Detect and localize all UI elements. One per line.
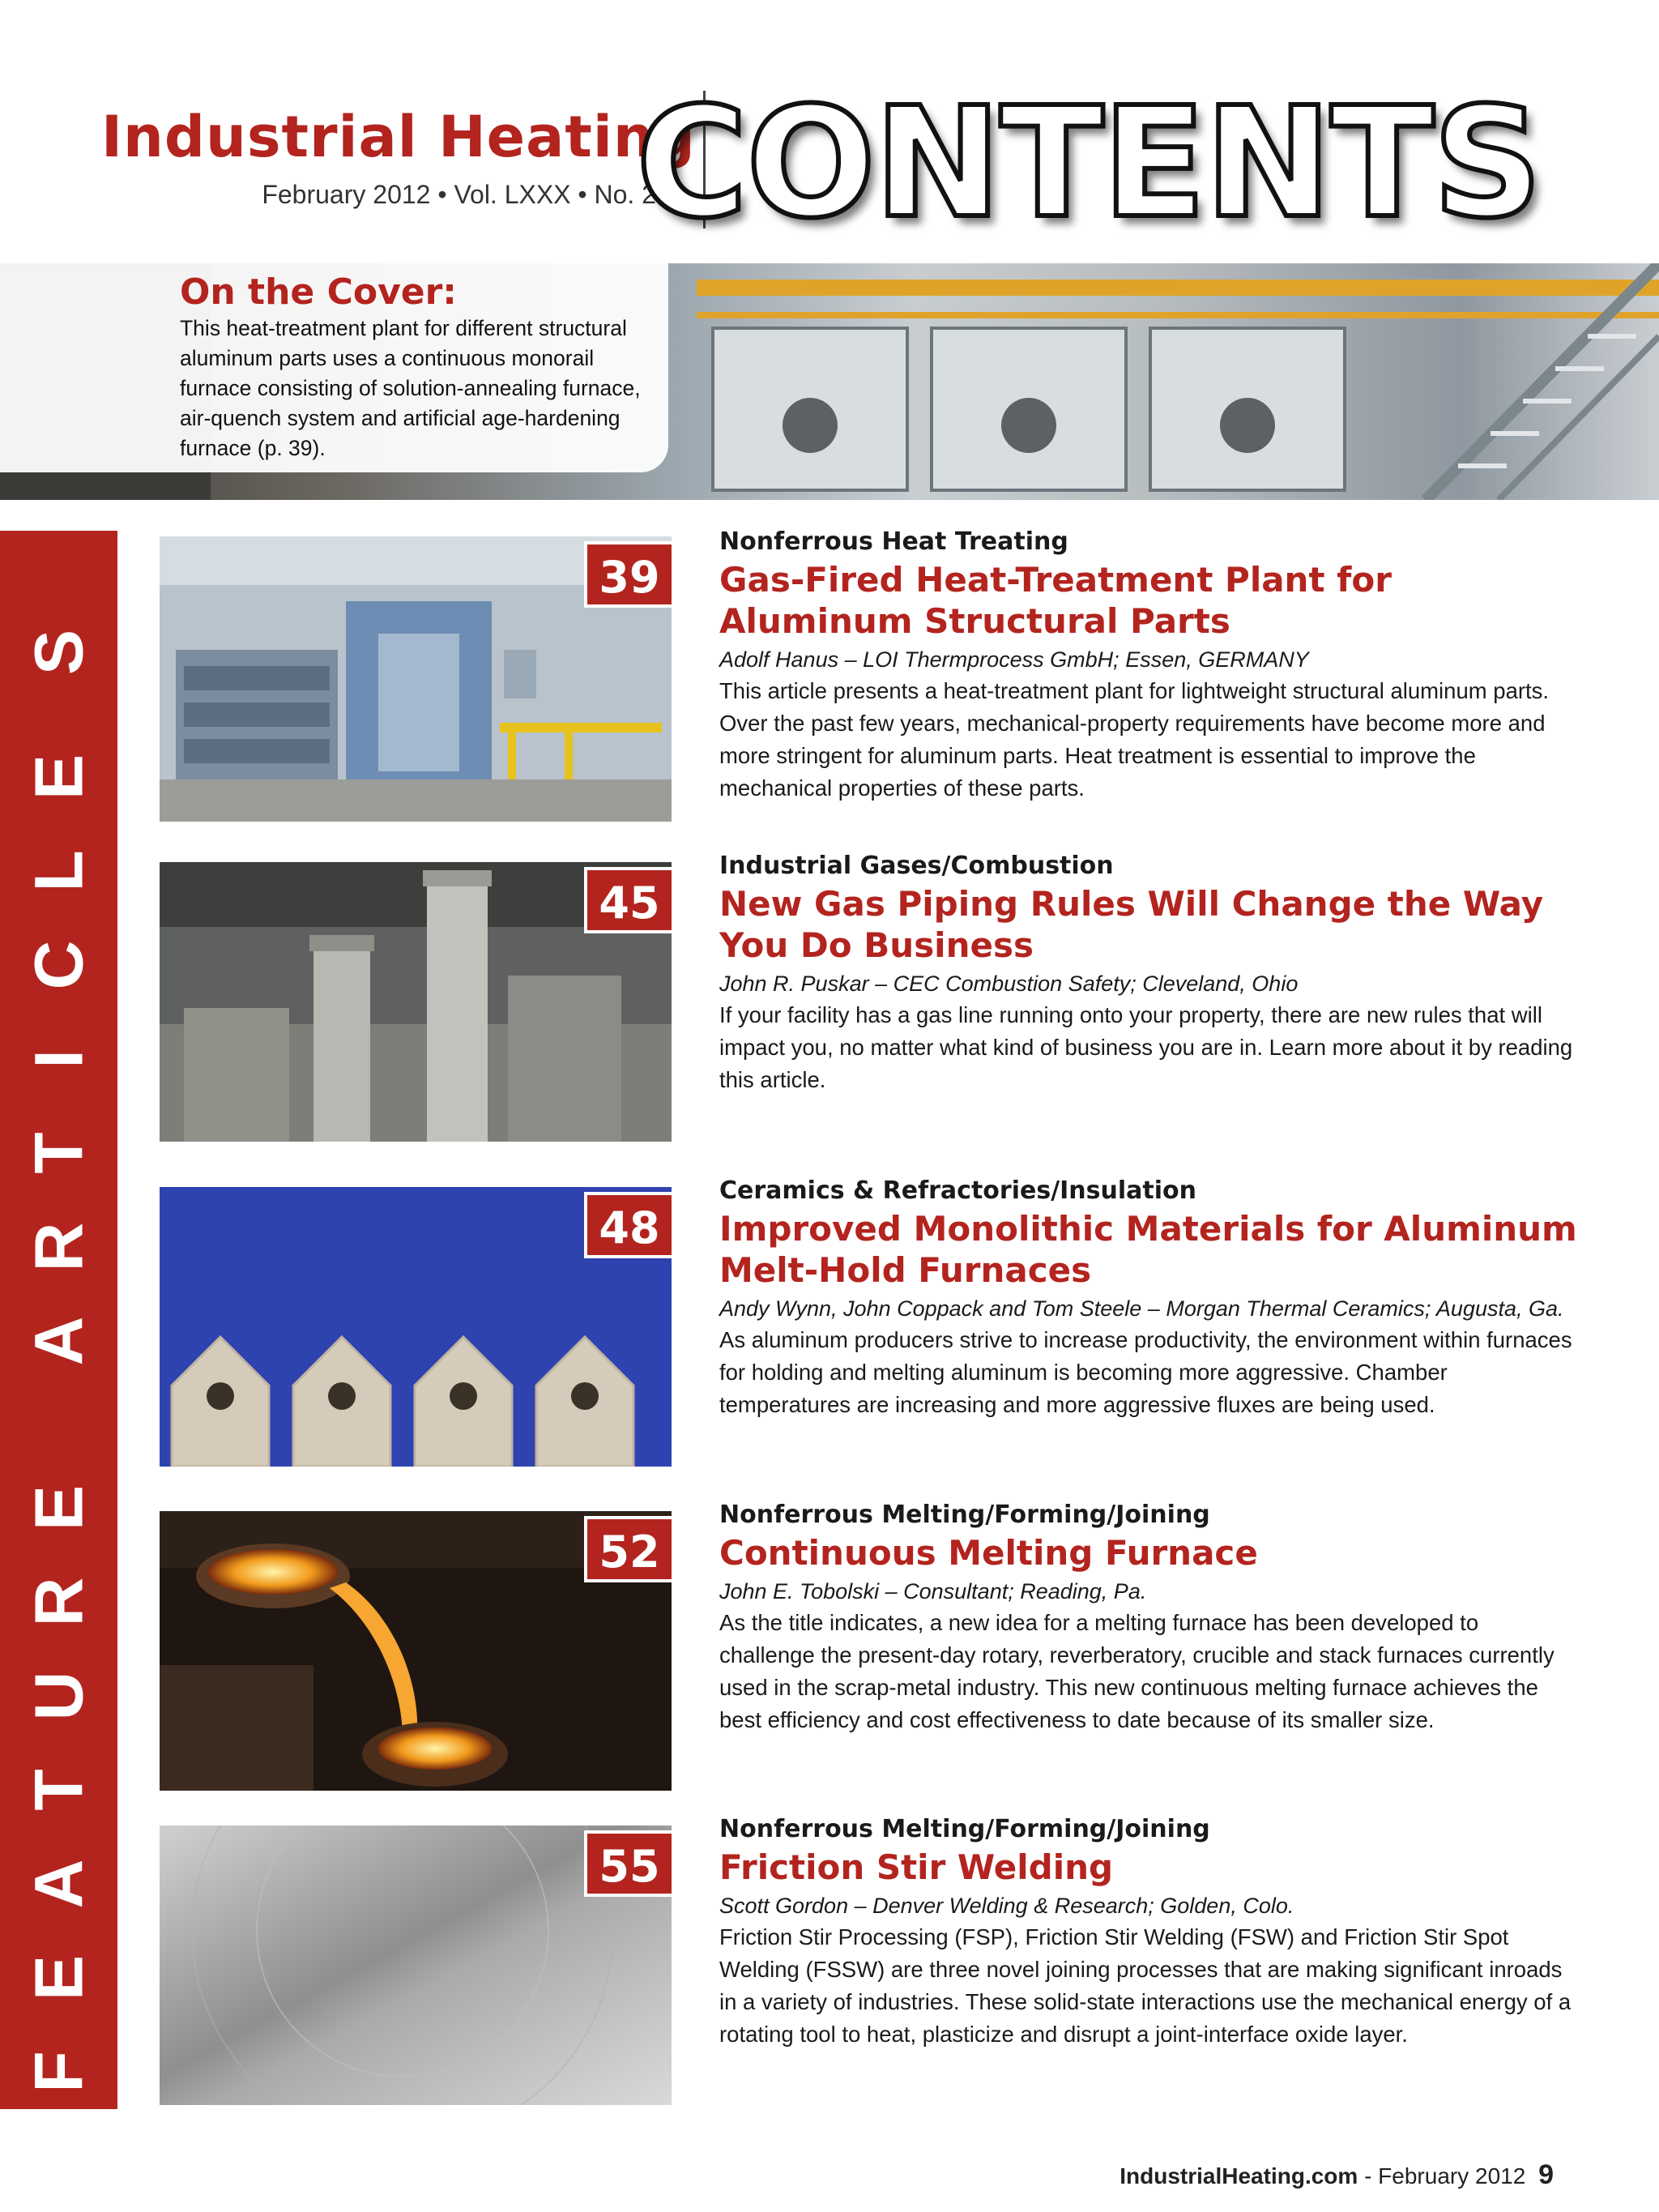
- sidebar-letter: A: [20, 1316, 97, 1366]
- article-category: Industrial Gases/Combustion: [719, 852, 1114, 880]
- sidebar-letter: T: [20, 1769, 97, 1811]
- sidebar-letter: E: [20, 1484, 97, 1531]
- issue-info: February 2012 • Vol. LXXX • No. 2: [262, 180, 656, 209]
- page-footer: [0, 2159, 1554, 2191]
- sidebar-letter: A: [20, 1859, 97, 1909]
- article-title[interactable]: New Gas Piping Rules Will Change the Way You Do Business: [719, 884, 1544, 965]
- page-number-badge[interactable]: 52: [584, 1516, 672, 1582]
- article-entry: [719, 1176, 1578, 1421]
- article-entry: [719, 1814, 1578, 2051]
- article-title[interactable]: Friction Stir Welding: [719, 1847, 1114, 1887]
- footer-page-number: 9: [1538, 2159, 1554, 2190]
- article-entry: [719, 527, 1578, 805]
- cover-description: This heat-treatment plant for different structural aluminum parts uses a continuous monorail furnace consisting of solution-annealing furnace, air-quench system and artificial age-hardening furnace (p. 39).: [180, 316, 641, 460]
- article-summary: Friction Stir Processing (FSP), Friction Stir Welding (FSW) and Friction Stir Spot Welding (FSSW) are three novel joining processes that are making significant inroads in a variety of industries. These solid-state interactions use the mechanical energy of a rotating tool to heat, plasticize and disrupt a joint-interface oxide layer.: [719, 1924, 1572, 2047]
- article-summary: As the title indicates, a new idea for a melting furnace has been developed to challenge the present-day rotary, reverberatory, crucible and stack furnaces currently used in the scrap-metal industry. This new continuous melting furnace achieves the best efficiency and cost effectiveness to date because of its smaller size.: [719, 1610, 1555, 1732]
- article-author: John R. Puskar – CEC Combustion Safety; Cleveland, Ohio: [719, 971, 1299, 996]
- page-number-badge[interactable]: 39: [584, 541, 672, 608]
- sidebar-letter: E: [20, 754, 97, 801]
- magazine-logo: Industrial Heating: [101, 104, 696, 170]
- article-title[interactable]: Improved Monolithic Materials for Aluminum Melt-Hold Furnaces: [719, 1209, 1577, 1290]
- article-entry: [719, 851, 1578, 1096]
- sidebar-letter: R: [20, 1222, 97, 1272]
- cover-caption-panel: [0, 263, 668, 472]
- article-title[interactable]: Gas-Fired Heat-Treatment Plant for Aluminum Structural Parts: [719, 560, 1392, 641]
- article-summary: This article presents a heat-treatment plant for lightweight structural aluminum parts. Over the past few years, mechanical-property requirements have become more and more stringent for aluminum parts. Heat treatment is essential to improve the mechanical properties of these parts.: [719, 678, 1550, 801]
- page-number-badge[interactable]: 55: [584, 1830, 672, 1897]
- article-category: Ceramics & Refractories/Insulation: [719, 1176, 1196, 1205]
- article-author: Adolf Hanus – LOI Thermprocess GmbH; Essen, GERMANY: [719, 647, 1309, 672]
- page-title: CONTENTS: [636, 75, 1541, 252]
- sidebar-letter: L: [20, 850, 97, 892]
- article-category: Nonferrous Melting/Forming/Joining: [719, 1815, 1210, 1843]
- page-number-badge[interactable]: 45: [584, 867, 672, 933]
- article-title[interactable]: Continuous Melting Furnace: [719, 1533, 1258, 1573]
- article-category: Nonferrous Heat Treating: [719, 527, 1068, 556]
- footer-website[interactable]: IndustrialHeating.com: [1120, 2163, 1358, 2189]
- sidebar-letter: S: [20, 629, 97, 676]
- sidebar-letter: C: [20, 940, 97, 990]
- sidebar-letter: F: [20, 2051, 97, 2093]
- article-author: John E. Tobolski – Consultant; Reading, Pa.: [719, 1579, 1147, 1603]
- article-entry: [719, 1500, 1578, 1736]
- sidebar-letter: E: [20, 1954, 97, 2001]
- cover-heading: On the Cover:: [180, 271, 457, 313]
- masthead: [0, 0, 1659, 263]
- page-number-badge[interactable]: 48: [584, 1192, 672, 1258]
- article-summary: If your facility has a gas line running onto your property, there are new rules that will impact you, no matter what kind of business you are in. Learn more about it by reading this article.: [719, 1002, 1573, 1092]
- article-category: Nonferrous Melting/Forming/Joining: [719, 1501, 1210, 1529]
- article-author: Scott Gordon – Denver Welding & Research; Golden, Colo.: [719, 1894, 1294, 1918]
- article-summary: As aluminum producers strive to increase productivity, the environment within furnaces for holding and melting aluminum is becoming more aggressive. Chamber temperatures are increasing and more aggressive fluxes are being used.: [719, 1327, 1572, 1417]
- footer-date: - February 2012: [1364, 2163, 1526, 2189]
- sidebar-letter: U: [20, 1671, 97, 1721]
- article-author: Andy Wynn, John Coppack and Tom Steele – Morgan Thermal Ceramics; Augusta, Ga.: [719, 1296, 1564, 1321]
- sidebar-letter: R: [20, 1577, 97, 1627]
- sidebar-letter: T: [20, 1132, 97, 1174]
- cover-photo: [0, 263, 1659, 500]
- feature-articles-sidebar: [0, 531, 117, 2109]
- sidebar-letter: I: [20, 1049, 97, 1069]
